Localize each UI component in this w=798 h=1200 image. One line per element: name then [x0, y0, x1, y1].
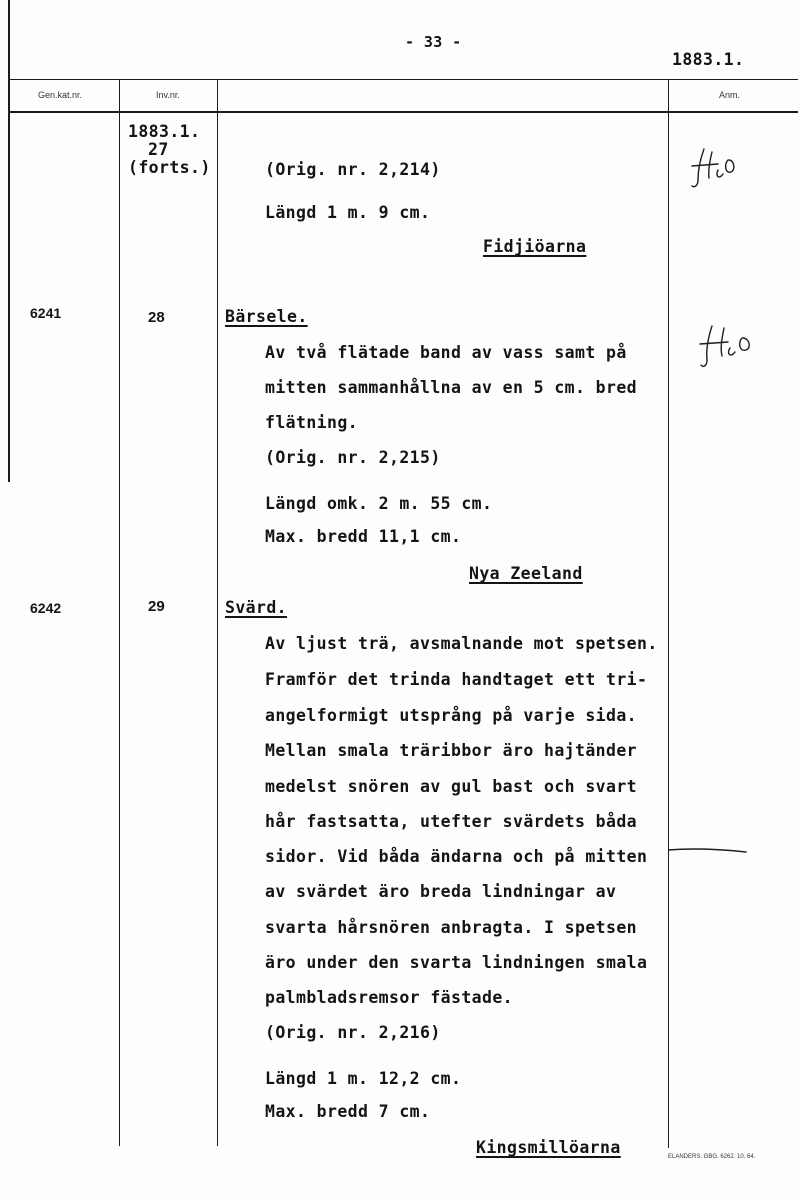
entry-29-line-14: Max. bredd 7 cm.	[265, 1102, 431, 1121]
entry-28-title: Bärsele.	[225, 307, 308, 326]
entry-29-line-7: sidor. Vid båda ändarna och på mitten	[265, 847, 648, 866]
region-heading-kingsmill: Kingsmillöarna	[476, 1138, 621, 1157]
column-rule-anm	[668, 79, 669, 1148]
entry-28-line-1: Av två flätade band av vass samt på	[265, 343, 627, 362]
column-rule-inv	[217, 79, 218, 1146]
inv-nr-29: 29	[148, 598, 165, 615]
inv-nr-28: 28	[148, 309, 165, 326]
header-gen-kat-nr: Gen.kat.nr.	[38, 90, 83, 100]
entry-29-line-1: Av ljust trä, avsmalnande mot spetsen.	[265, 634, 658, 653]
entry-28-line-4: (Orig. nr. 2,215)	[265, 448, 441, 467]
entry-29-line-5: medelst snören av gul bast och svart	[265, 777, 638, 796]
entry-29-line-10: äro under den svarta lindningen smala	[265, 953, 648, 972]
region-heading-new-zealand: Nya Zeeland	[469, 564, 583, 583]
gen-kat-nr-6241: 6241	[30, 305, 62, 321]
entry-29-line-13: Längd 1 m. 12,2 cm.	[265, 1069, 462, 1088]
inv-number-27: 27	[148, 140, 169, 159]
entry-28-line-3: flätning.	[265, 413, 359, 432]
handwritten-note-foto-2	[698, 322, 758, 372]
entry-29-line-11: palmbladsremsor fästade.	[265, 988, 514, 1007]
entry-29-line-2: Framför det trinda handtaget ett tri-	[265, 670, 648, 689]
printer-imprint: ELANDERS. GBG. 6262. 10. 64.	[668, 1154, 756, 1160]
inv-continued: (forts.)	[128, 158, 211, 177]
header-bottom-rule	[8, 111, 798, 113]
entry-29-title: Svärd.	[225, 598, 288, 617]
left-margin-rule	[8, 0, 10, 482]
entry-29-line-12: (Orig. nr. 2,216)	[265, 1023, 441, 1042]
entry-29-line-8: av svärdet äro breda lindningar av	[265, 882, 617, 901]
year-code: 1883.1.	[672, 50, 745, 69]
header-inv-nr: Inv.nr.	[156, 90, 180, 100]
column-rule-gen	[119, 79, 120, 1146]
entry-27-line-1: (Orig. nr. 2,214)	[265, 160, 441, 179]
entry-27-line-2: Längd 1 m. 9 cm.	[265, 203, 431, 222]
pen-stroke	[668, 846, 748, 856]
region-heading-fiji: Fidjiöarna	[483, 237, 587, 256]
entry-29-line-3: angelformigt utsprång på varje sida.	[265, 706, 638, 725]
page-number: - 33 -	[405, 33, 462, 51]
entry-29-line-9: svarta hårsnören anbragta. I spetsen	[265, 918, 638, 937]
entry-29-line-6: hår fastsatta, utefter svärdets båda	[265, 812, 638, 831]
header-top-rule	[8, 79, 798, 80]
entry-28-line-2: mitten sammanhållna av en 5 cm. bred	[265, 378, 638, 397]
header-anm: Anm.	[719, 90, 741, 100]
handwritten-note-foto-1	[688, 146, 740, 192]
entry-28-line-6: Max. bredd 11,1 cm.	[265, 527, 462, 546]
entry-28-line-5: Längd omk. 2 m. 55 cm.	[265, 494, 493, 513]
entry-29-line-4: Mellan smala träribbor äro hajtänder	[265, 741, 638, 760]
gen-kat-nr-6242: 6242	[30, 600, 62, 616]
inv-year: 1883.1.	[128, 122, 201, 141]
